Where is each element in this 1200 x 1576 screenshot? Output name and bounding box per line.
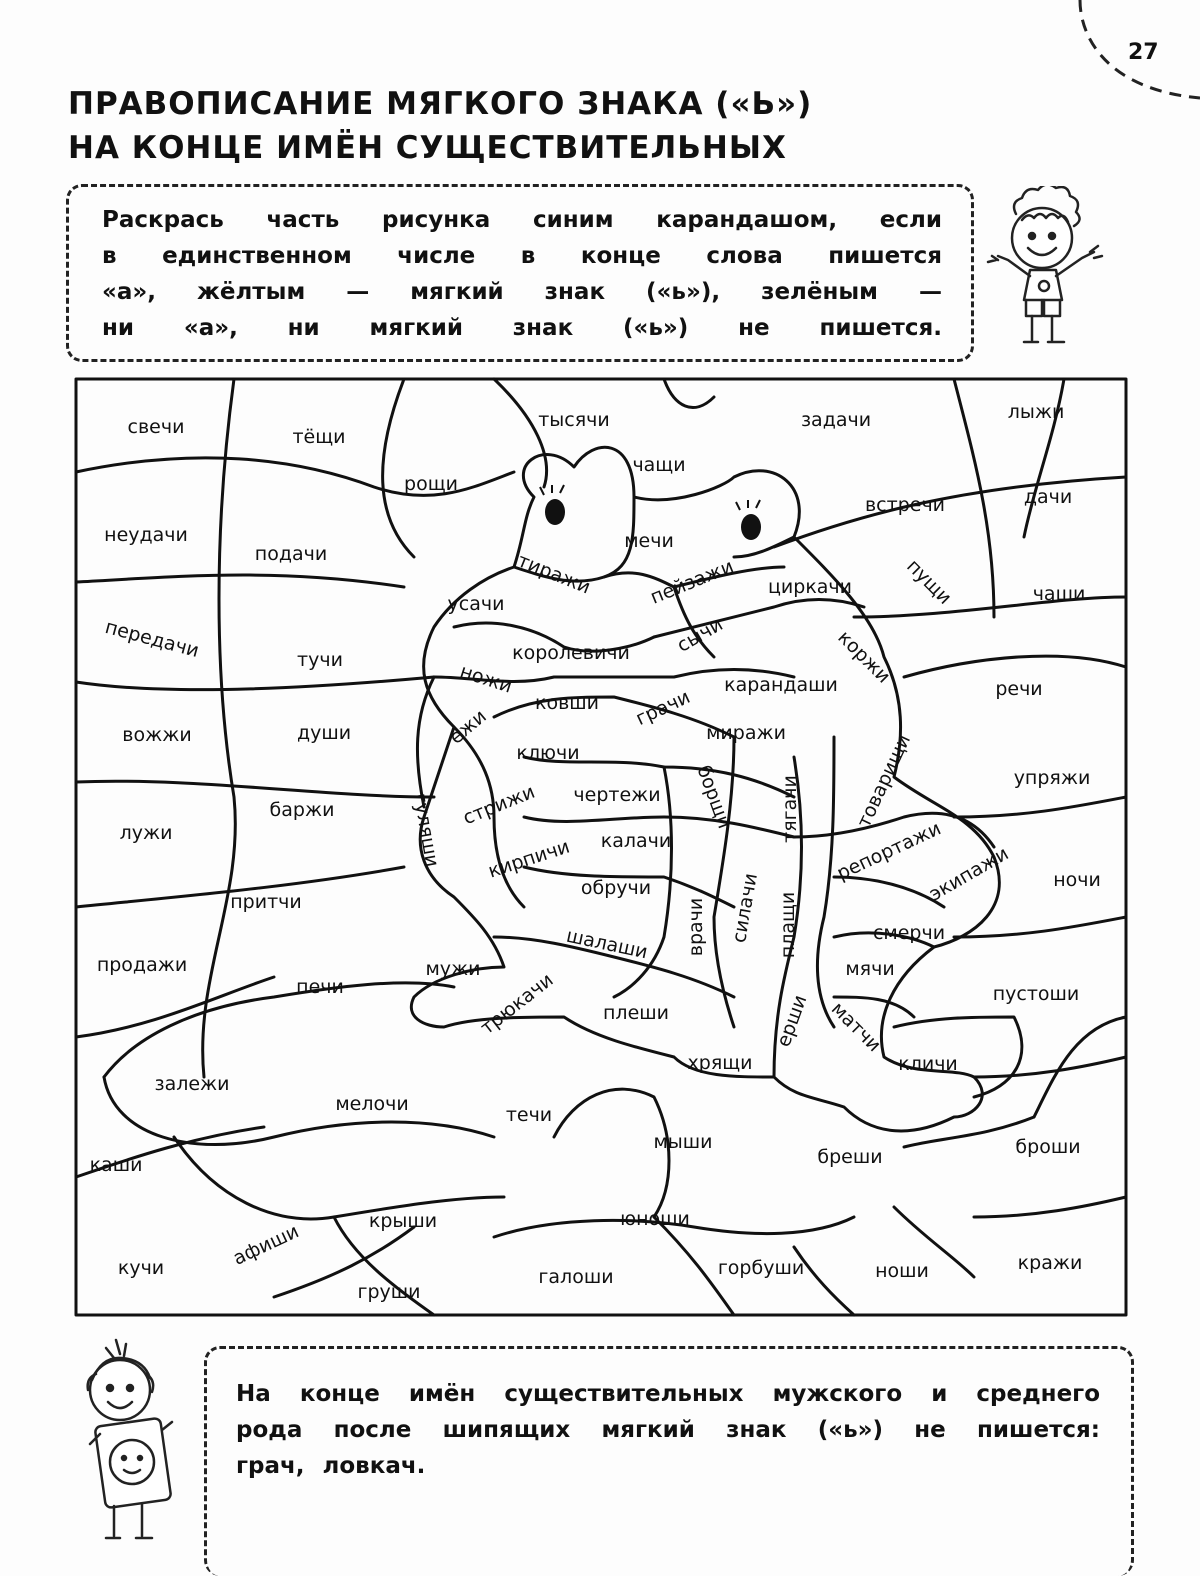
word-tsirkachi: циркачи [767, 576, 853, 598]
word-nozhi: ножи [457, 660, 515, 698]
word-borshchi: борщи [692, 762, 736, 832]
word-roshchi: рощи [404, 473, 458, 495]
word-tyagachi: тягачи [779, 775, 801, 843]
word-ershi: ерши [772, 992, 812, 1050]
word-neudachi: неудачи [104, 524, 188, 546]
girl-with-picture-illustration [66, 1334, 194, 1552]
rule-line-1: На конце имён существительных мужского и среднего [236, 1381, 1100, 1407]
word-myshi: мыши [653, 1131, 713, 1153]
word-peyzazhi: пейзажи [647, 555, 737, 609]
word-khryashchi: хрящи [687, 1052, 753, 1074]
word-zadachi: задачи [800, 409, 872, 431]
word-luzhi: лужи [119, 822, 173, 844]
word-tuchi: тучи [297, 649, 343, 671]
word-vrachi: врачи [685, 897, 707, 957]
title-line-1: ПРАВОПИСАНИЕ МЯГКОГО ЗНАКА («Ь») [68, 86, 813, 122]
word-grachi: грачи [632, 685, 694, 731]
word-strizhi: стрижи [459, 780, 539, 830]
word-kuchi: кучи [117, 1257, 165, 1279]
word-breshi: бреши [817, 1146, 883, 1168]
word-gulyashi: гуляши [408, 791, 444, 869]
word-chashi: чаши [1032, 583, 1086, 605]
word-melochi: мелочи [335, 1093, 409, 1115]
word-dushi: души [296, 722, 352, 744]
word-teshchi: тёщи [292, 426, 346, 448]
word-barzhi: баржи [269, 799, 335, 821]
word-upryazhi: упряжи [1013, 767, 1091, 789]
word-techi: течи [505, 1104, 553, 1126]
word-pechi: печи [296, 976, 344, 998]
word-chashchi: чащи [632, 454, 686, 476]
word-gorbushi: горбуши [717, 1257, 805, 1279]
word-tysyachi: тысячи [538, 409, 610, 431]
word-zalezhi: залежи [154, 1073, 230, 1095]
word-smerchi: смерчи [872, 922, 946, 944]
rule-text [236, 1376, 1100, 1484]
word-vstrechi: встречи [864, 494, 946, 516]
word-pritchi: притчи [230, 891, 302, 913]
boy-illustration [978, 186, 1124, 366]
word-matchi: матчи [826, 997, 886, 1057]
word-chertezhi: чертежи [573, 784, 661, 806]
word-ekipazhi: экипажи [925, 842, 1013, 906]
word-svechi: свечи [127, 416, 185, 438]
title-line-2: НА КОНЦЕ ИМЁН СУЩЕСТВИТЕЛЬНЫХ [68, 130, 787, 166]
word-karandashi: карандаши [724, 674, 838, 696]
word-shalashi: шалаши [564, 924, 650, 964]
word-kryshi: крыши [368, 1210, 438, 1232]
word-noshi: ноши [875, 1260, 929, 1282]
word-tovarishchi: товарищи [852, 730, 916, 832]
word-broshi: броши [1015, 1136, 1081, 1158]
word-kalachi: калачи [600, 830, 672, 852]
word-podachi: подачи [254, 543, 328, 565]
page-number: 27 [1128, 40, 1159, 65]
word-klyuchi: ключи [516, 742, 580, 764]
word-tirazhi: тиражи [514, 549, 594, 599]
word-mirazhi: миражи [706, 722, 786, 744]
coloring-picture [74, 377, 1128, 1317]
word-mechi: мечи [624, 530, 674, 552]
word-silachi: силачи [728, 871, 762, 945]
word-afishi: афиши [229, 1220, 303, 1270]
word-rechi: речи [995, 678, 1043, 700]
word-usachi: усачи [447, 593, 505, 615]
rule-line-3: грач, ловкач. [236, 1453, 426, 1479]
word-galoshi: галоши [538, 1266, 614, 1288]
word-kovshi: ковши [534, 692, 600, 714]
task-text [102, 202, 942, 346]
page-number-corner [1070, 0, 1200, 100]
word-sychi: сычи [673, 613, 727, 657]
word-plashchi: плащи [777, 891, 799, 959]
word-obruchi: обручи [580, 877, 652, 899]
word-pleshi: плеши [603, 1002, 669, 1024]
word-tryukachi: трюкачи [476, 968, 558, 1040]
word-dachi: дачи [1023, 486, 1073, 508]
word-korolevichi: королевичи [512, 642, 630, 664]
word-pustoshi: пустоши [992, 983, 1080, 1005]
task-line-2: в единственном числе в конце слова пишется [102, 243, 942, 269]
word-pushchi: пущи [902, 555, 956, 609]
word-kashi: каши [89, 1154, 143, 1176]
word-grushi: груши [357, 1281, 421, 1303]
word-peredachi: передачи [102, 615, 202, 663]
task-line-1: Раскрась часть рисунка синим карандашом, если [102, 207, 942, 233]
page-title [68, 82, 968, 170]
word-krazhi: кражи [1017, 1252, 1083, 1274]
word-prodazhi: продажи [96, 954, 188, 976]
word-nochi: ночи [1053, 869, 1101, 891]
word-lyzhi: лыжи [1007, 401, 1065, 423]
word-vozhzhi: вожжи [122, 724, 192, 746]
word-kirpichi: кирпичи [485, 835, 573, 883]
task-line-4: ни «а», ни мягкий знак («ь») не пишется. [102, 315, 942, 341]
task-line-3: «а», жёлтым — мягкий знак («ь»), зелёным — [102, 279, 942, 305]
word-klichi: кличи [898, 1053, 958, 1075]
word-muzhi: мужи [425, 958, 481, 980]
word-ezhi: ежи [445, 705, 491, 749]
word-myachi: мячи [845, 958, 895, 980]
word-korzhi: коржи [833, 626, 895, 688]
word-yunoshi: юноши [620, 1208, 690, 1230]
word-reportazhi: репортажи [833, 817, 945, 885]
rule-line-2: рода после шипящих мягкий знак («ь») не пишется: [236, 1417, 1100, 1443]
